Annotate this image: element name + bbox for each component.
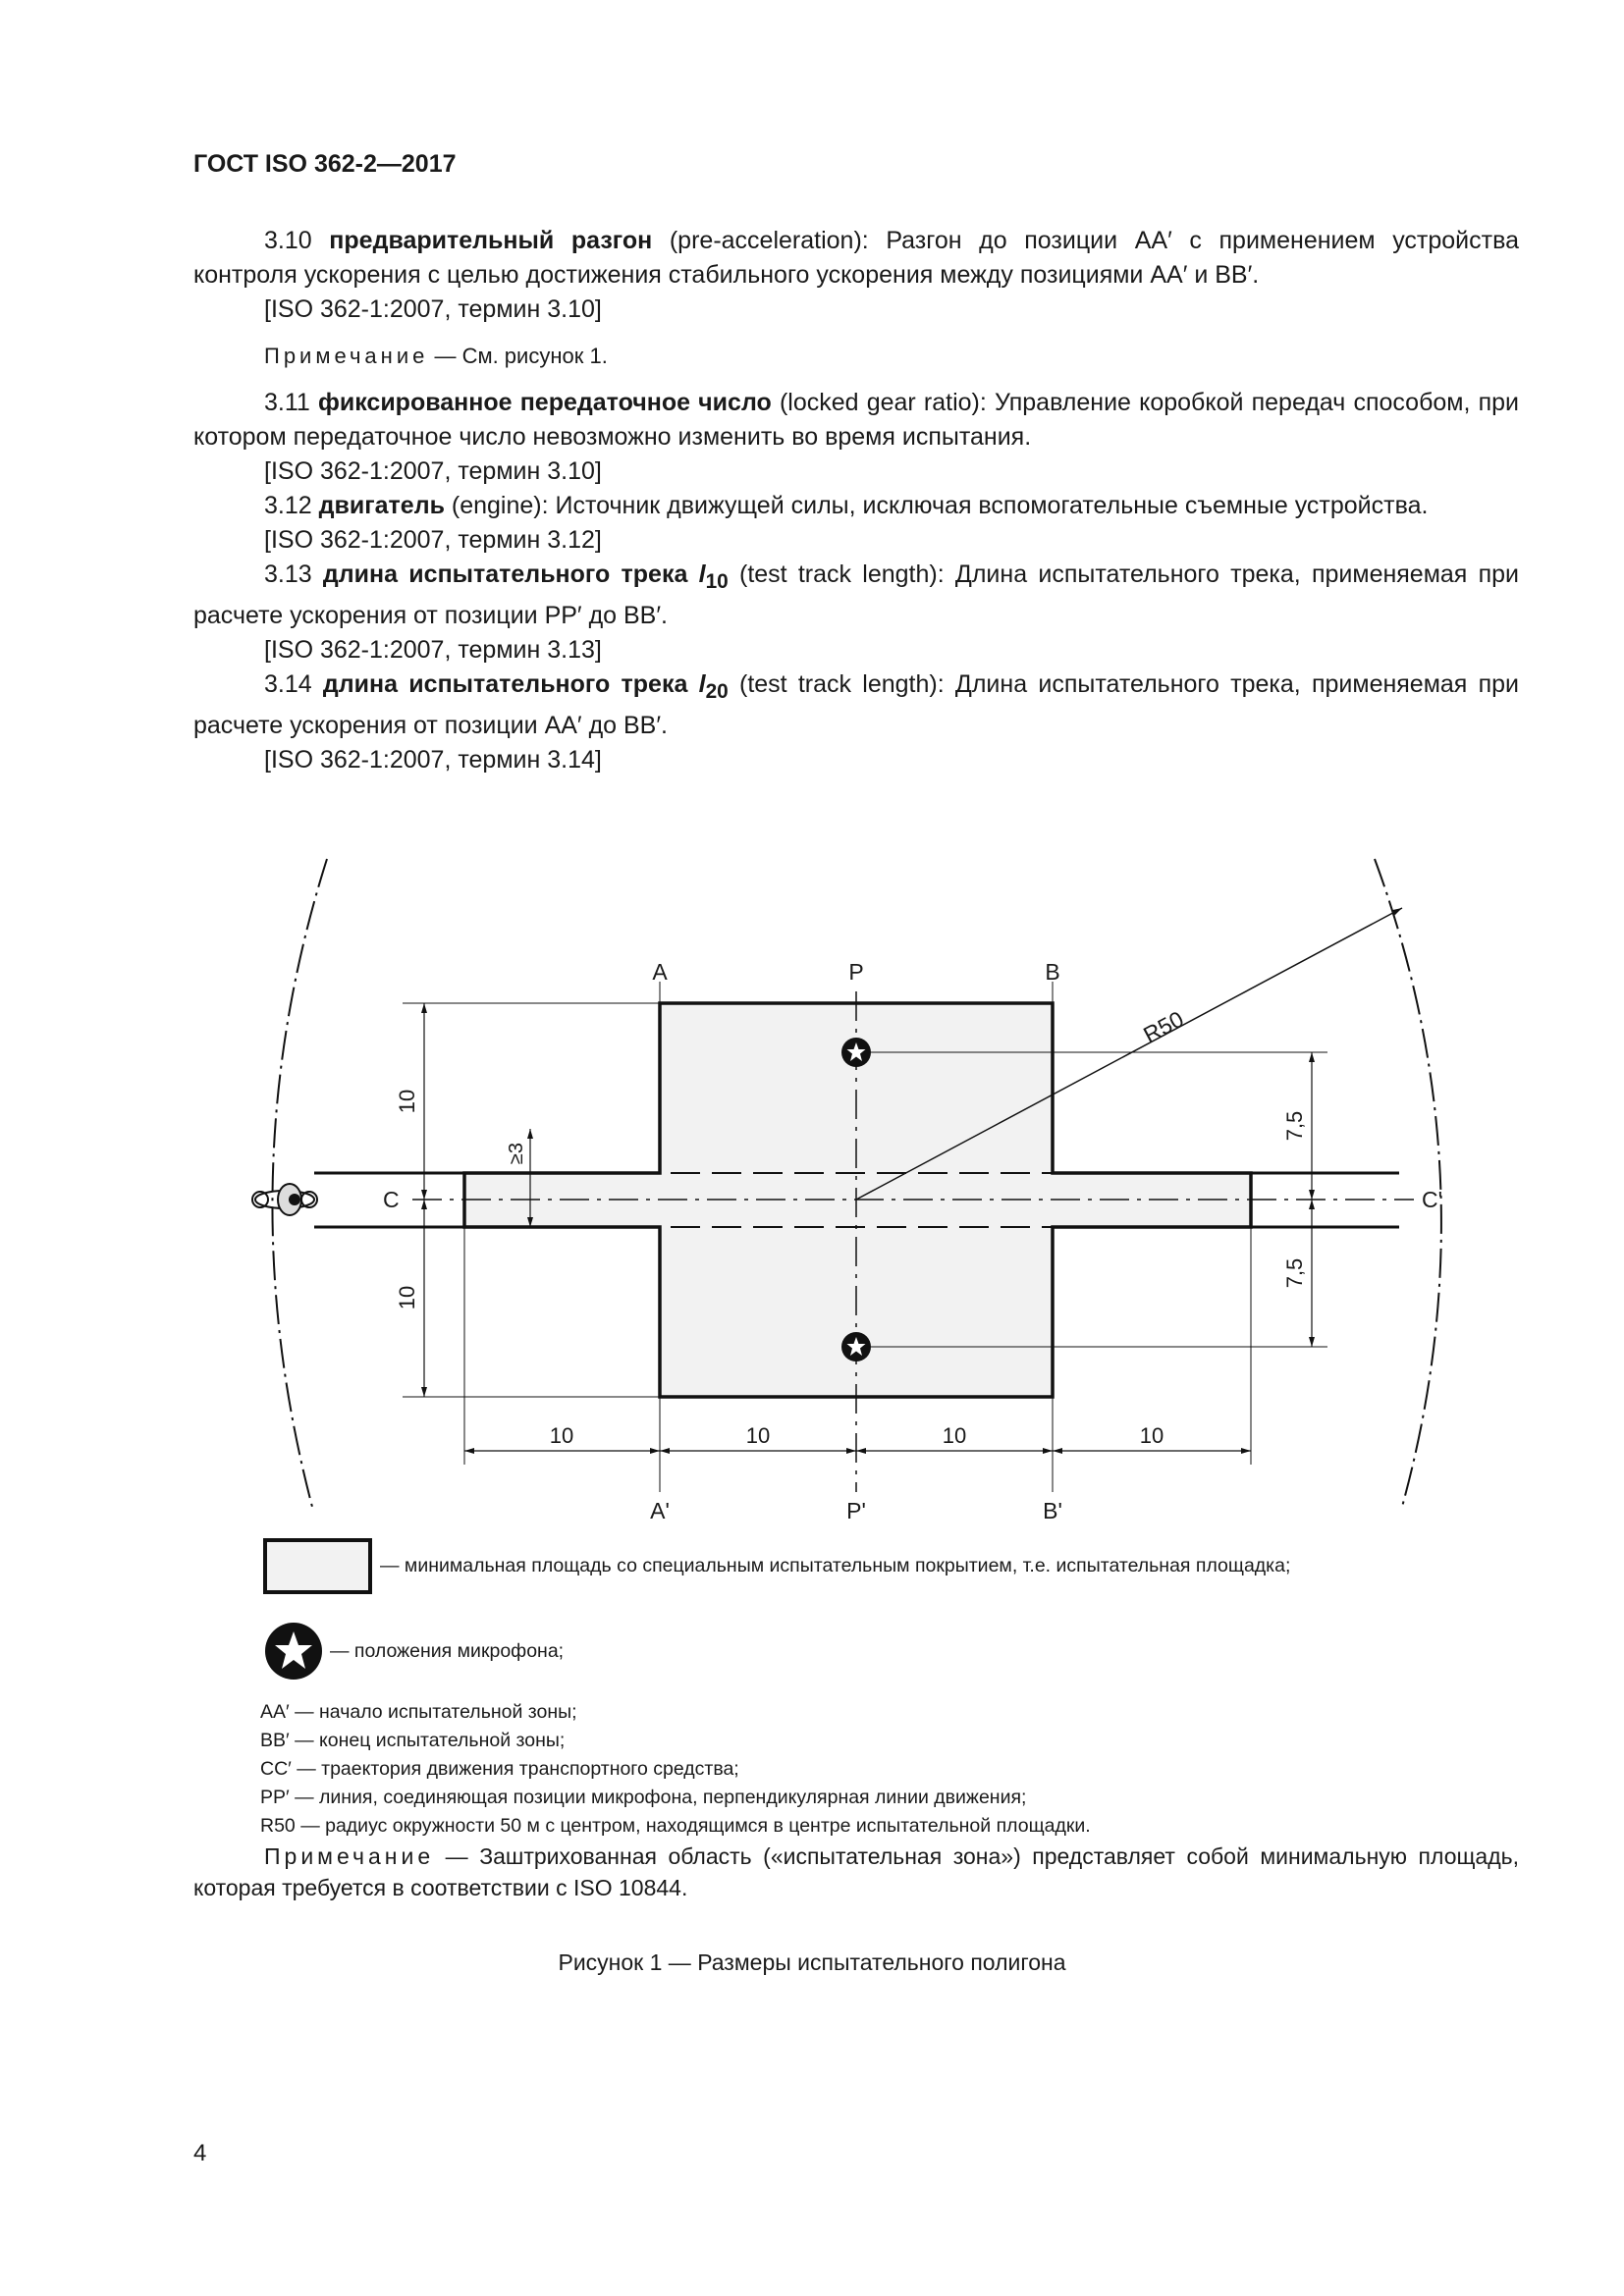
legend-test-area [263, 1538, 1290, 1594]
term-title: длина испытательного трека [322, 561, 688, 588]
term-subscript: 10 [705, 570, 729, 593]
microphone-legend-icon [263, 1621, 324, 1682]
legend-item: СС′ — траектория движения транспортного средства; [260, 1758, 739, 1780]
r50-arc-right [1375, 859, 1441, 1507]
note-label: Примечание [264, 1843, 435, 1869]
term-reference: [ISO 362-1:2007, термин 3.10] [264, 457, 602, 485]
label-p: P [848, 959, 864, 985]
term-title: длина испытательного трека [322, 670, 688, 698]
label-a: A [652, 959, 668, 985]
note-text: — См. рисунок 1. [428, 344, 608, 368]
term-reference: [ISO 362-1:2007, термин 3.13] [264, 636, 602, 664]
document-header: ГОСТ ISO 362-2—2017 [193, 150, 457, 178]
label-b: B [1045, 959, 1060, 985]
legend-text: — положения микрофона; [330, 1639, 565, 1662]
figure-caption: Рисунок 1 — Размеры испытательного полигона [558, 1949, 1066, 1975]
label-a-prime: A' [650, 1498, 670, 1523]
legend-item: РР′ — линия, соединяющая позиции микрофона, перпендикулярная линии движения; [260, 1787, 1027, 1808]
term-title: фиксированное передаточное число [317, 389, 772, 416]
dim-right-upper: 7,5 [1282, 1110, 1307, 1142]
term-definition: (test track length): Длина испытательного трека, применяемая при расчете ускорения от позиции РР′ до ВВ′. [193, 561, 1519, 629]
label-c: C [383, 1187, 400, 1212]
term-number: 3.10 [264, 227, 312, 254]
term-subscript: 20 [705, 680, 729, 703]
microphone-icon [841, 1332, 871, 1362]
term-number: 3.14 [264, 670, 312, 698]
legend-item: АА′ — начало испытательной зоны; [260, 1701, 577, 1723]
label-p-prime: P' [846, 1498, 866, 1523]
note-text: — Заштрихованная область («испытательная зона») представляет собой минимальную площадь, которая требуется в соответствии с ISO 10844. [193, 1843, 1519, 1900]
dim-right-lower: 7,5 [1282, 1257, 1307, 1289]
term-reference: [ISO 362-1:2007, термин 3.14] [264, 746, 602, 774]
motorcycle-icon [252, 1184, 317, 1215]
term-symbol: l [698, 561, 706, 588]
term-symbol: l [698, 670, 706, 698]
label-r50: R50 [1139, 1005, 1188, 1048]
term-definition: (pre-acceleration): Разгон до позиции АА′ с применением устройства контроля ускорения с целью достижения стабильного ускорения между позициями АА′ и ВВ′. [193, 227, 1519, 289]
term-reference: [ISO 362-1:2007, термин 3.10] [264, 295, 602, 323]
legend-item: ВВ′ — конец испытательной зоны; [260, 1730, 566, 1751]
label-c-prime: C' [1422, 1187, 1443, 1212]
term-reference: [ISO 362-1:2007, термин 3.12] [264, 526, 602, 554]
label-b-prime: B' [1043, 1498, 1062, 1523]
note-label: Примечание [264, 344, 429, 368]
legend-item: R50 — радиус окружности 50 м с центром, находящимся в центре испытательной площадки. [260, 1815, 1091, 1837]
dim-left-upper: 10 [395, 1089, 419, 1114]
dim-h4: 10 [1139, 1423, 1164, 1448]
term-definition: (engine): Источник движущей силы, исключая вспомогательные съемные устройства. [444, 492, 1429, 519]
note-2 [193, 1841, 1519, 1903]
term-number: 3.13 [264, 561, 312, 588]
term-definition: (locked gear ratio): Управление коробкой передач способом, при котором передаточное число невозможно изменить во время испытания. [193, 389, 1520, 451]
dim-ge3: ≥3 [506, 1142, 527, 1165]
dim-h2: 10 [745, 1423, 771, 1448]
dim-left-lower: 10 [395, 1285, 419, 1310]
r50-arc-left [272, 859, 327, 1507]
term-number: 3.11 [264, 389, 310, 416]
microphone-icon [841, 1038, 871, 1067]
term-title: двигатель [318, 492, 445, 519]
term-title: предварительный разгон [329, 227, 653, 254]
page-number: 4 [193, 2140, 207, 2166]
test-area-swatch-icon [263, 1538, 372, 1594]
term-definition: (test track length): Длина испытательного трека, применяемая при расчете ускорения от позиции АА′ до ВВ′. [193, 670, 1519, 739]
legend-text: — минимальная площадь со специальным испытательным покрытием, т.е. испытательная площадка; [380, 1555, 1291, 1576]
legend-list [260, 1698, 1091, 1841]
dim-h3: 10 [942, 1423, 967, 1448]
term-number: 3.12 [264, 492, 312, 519]
legend-microphone [263, 1621, 564, 1682]
dim-h1: 10 [549, 1423, 574, 1448]
